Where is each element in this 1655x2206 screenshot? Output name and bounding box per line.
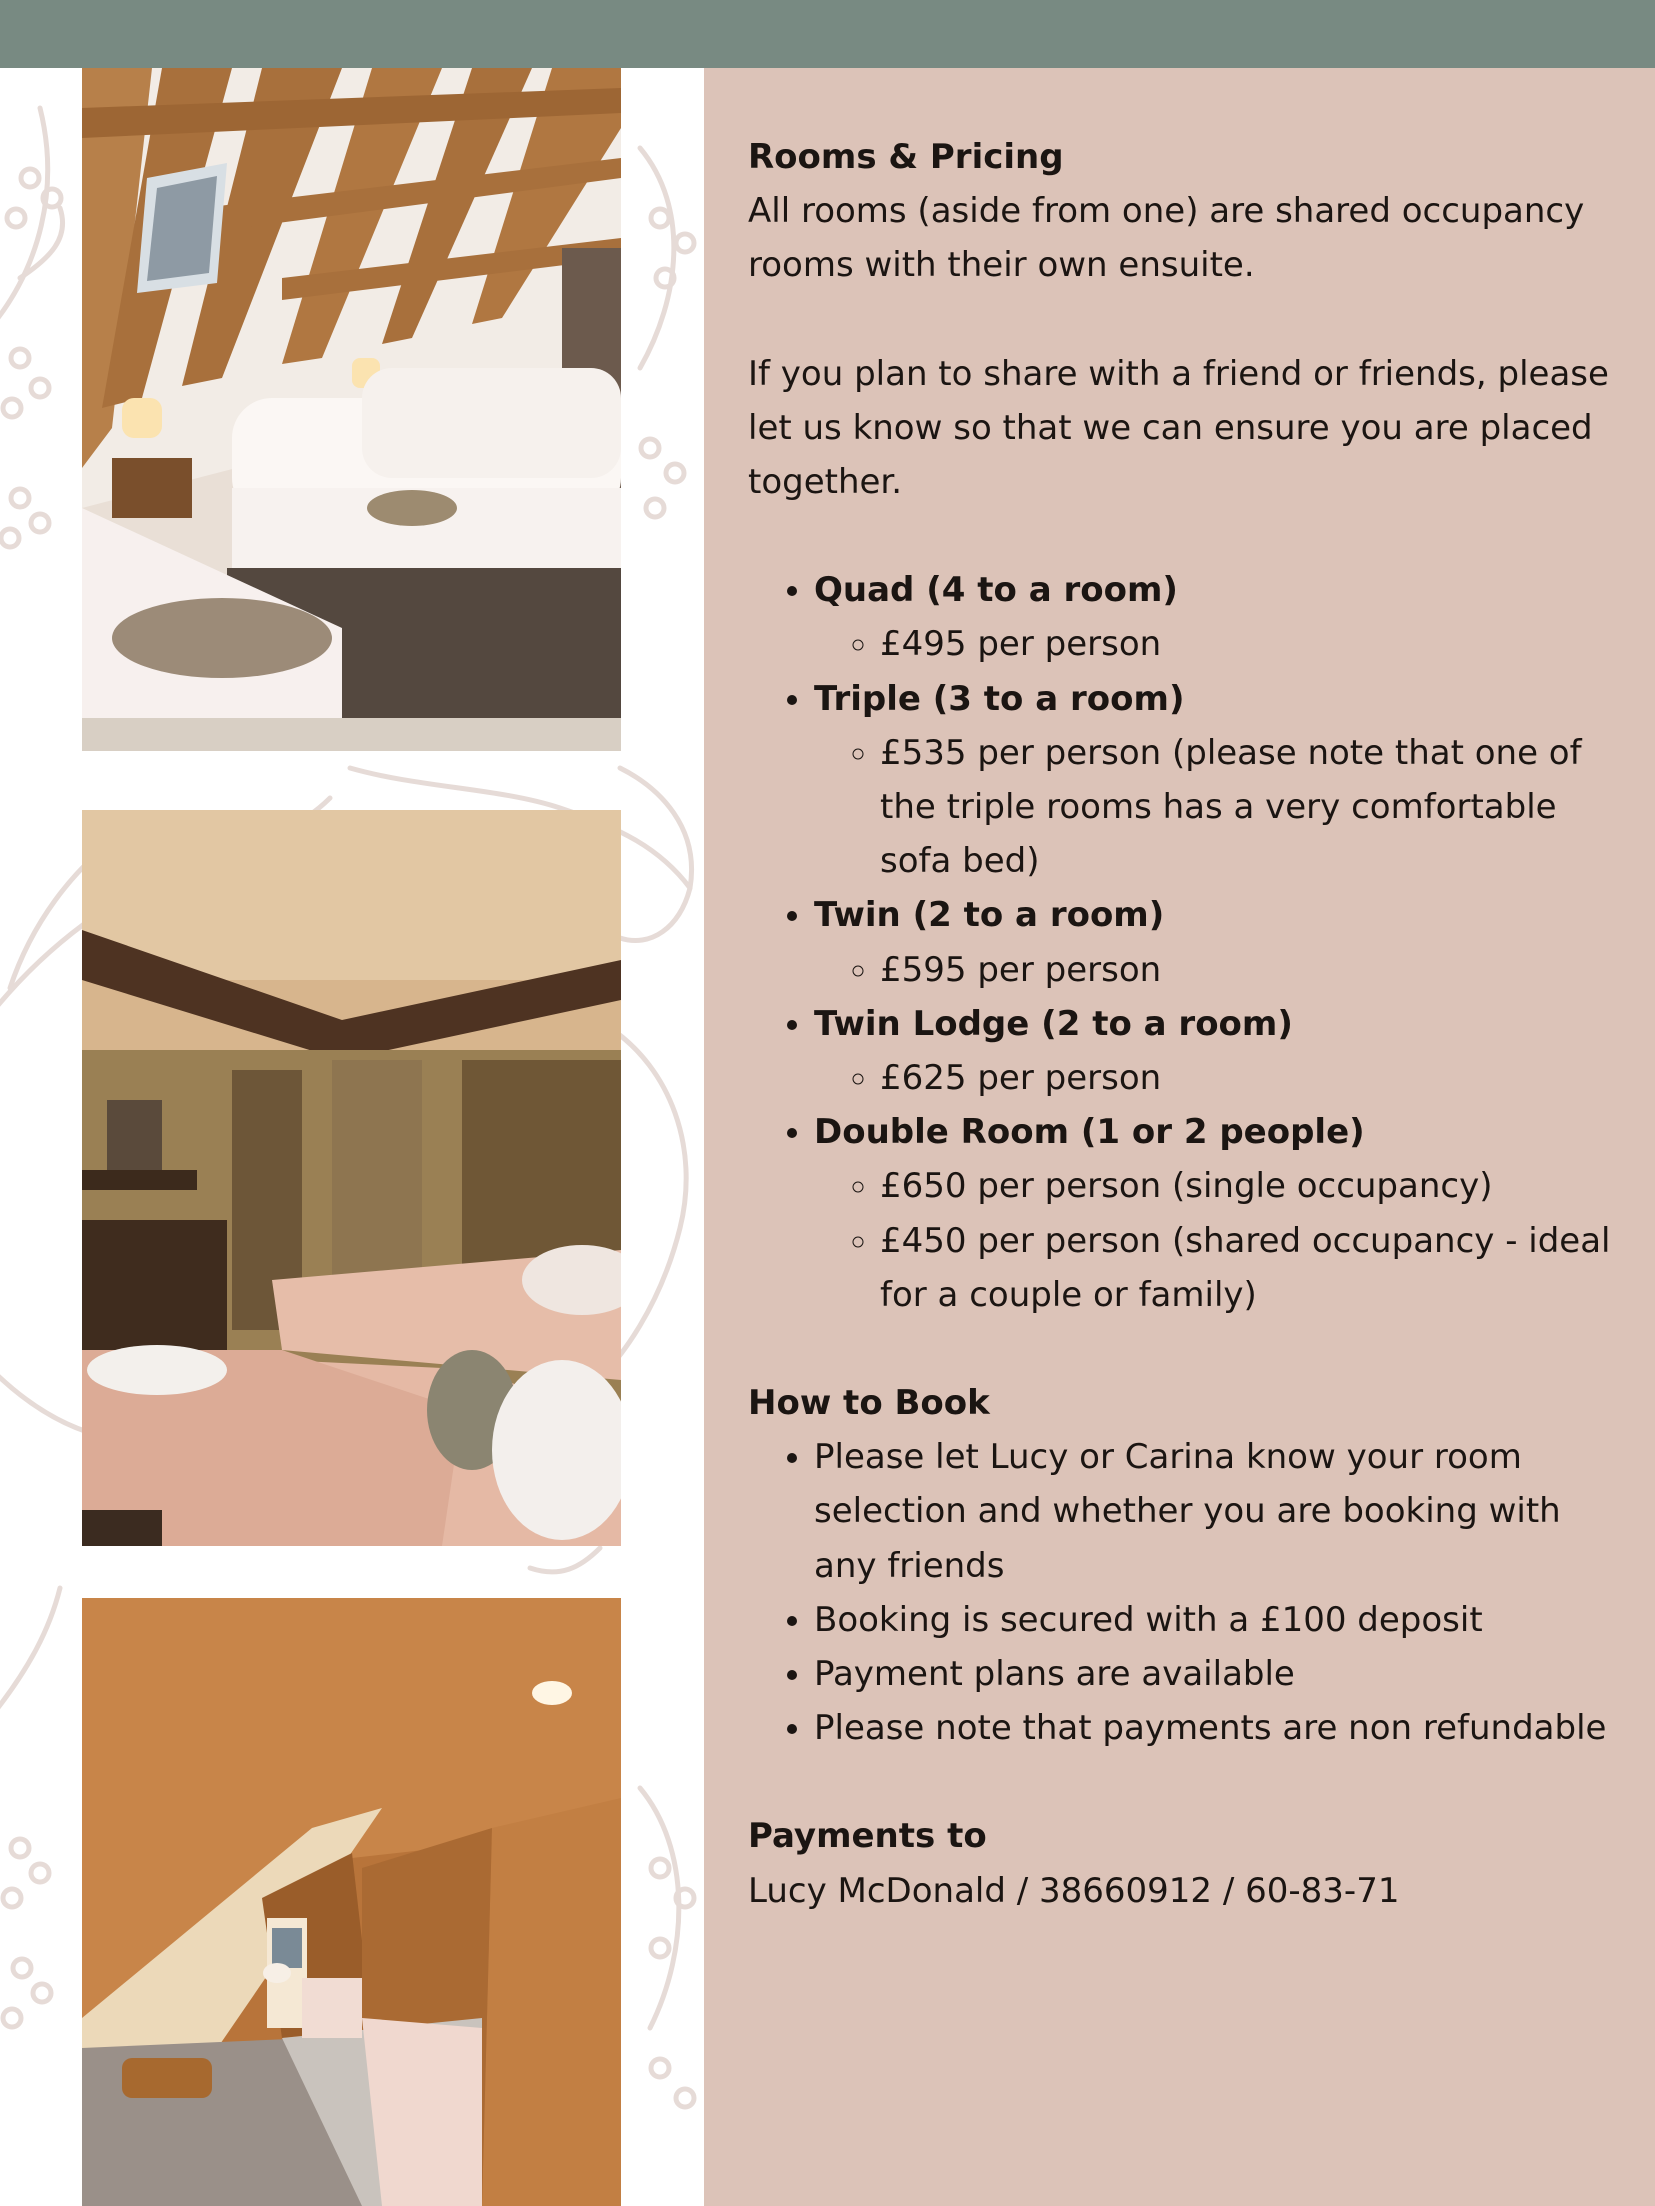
spacer [748, 509, 1628, 563]
room-price: ◦ £595 per person [880, 943, 1628, 997]
info-panel [704, 68, 1655, 2206]
rooms-intro: All rooms (aside from one) are shared occupancy rooms with their own ensuite. [748, 191, 1585, 286]
spacer [748, 1322, 1628, 1376]
spacer [748, 293, 1628, 347]
attic-bedroom-photo [82, 68, 621, 751]
room-option [814, 672, 1628, 889]
room-option-name: Twin Lodge (2 to a room) [814, 1003, 1293, 1044]
booking-item: • Please let Lucy or Carina know your room selection and whether you are booking with any friends [814, 1430, 1628, 1593]
room-option-name: Double Room (1 or 2 people) [814, 1112, 1365, 1153]
booking-item: • Booking is secured with a £100 deposit [814, 1593, 1628, 1647]
room-price: ◦ £625 per person [880, 1051, 1628, 1105]
room-option [814, 1105, 1628, 1322]
sharing-note: If you plan to share with a friend or friends, please let us know so that we can ensure you are placed together. [748, 353, 1609, 503]
room-price: ◦ £535 per person (please note that one of the triple rooms has a very comfortable sofa bed) [880, 726, 1628, 889]
wood-panelled-room-photo [82, 1598, 621, 2206]
room-prices [814, 1159, 1628, 1322]
room-options-list [748, 563, 1628, 1322]
room-price: ◦ £650 per person (single occupancy) [880, 1159, 1628, 1213]
booking-item: • Please note that payments are non refundable [814, 1701, 1628, 1755]
room-prices [814, 726, 1628, 889]
room-prices [814, 617, 1628, 671]
photo-column [0, 68, 704, 2206]
rooms-heading: Rooms & Pricing [748, 137, 1064, 177]
booking-item: • Payment plans are available [814, 1647, 1628, 1701]
room-price: ◦ £450 per person (shared occupancy - ideal for a couple or family) [880, 1214, 1628, 1322]
room-option [814, 997, 1628, 1105]
room-option [814, 563, 1628, 671]
room-option-name: Quad (4 to a room) [814, 570, 1178, 611]
room-price: ◦ £495 per person [880, 617, 1628, 671]
room-option-name: Twin (2 to a room) [814, 895, 1165, 936]
booking-heading: How to Book [748, 1383, 990, 1424]
room-option-name: Triple (3 to a room) [814, 678, 1185, 719]
room-prices [814, 943, 1628, 997]
payment-details: Lucy McDonald / 38660912 / 60-83-71 [748, 1870, 1400, 1911]
booking-list [748, 1430, 1628, 1755]
spacer [748, 1755, 1628, 1809]
payments-heading: Payments to [748, 1816, 987, 1857]
room-prices [814, 1051, 1628, 1105]
info-content [748, 130, 1628, 1918]
room-option [814, 888, 1628, 996]
beamed-bedroom-photo [82, 810, 621, 1546]
top-band [0, 0, 1655, 68]
